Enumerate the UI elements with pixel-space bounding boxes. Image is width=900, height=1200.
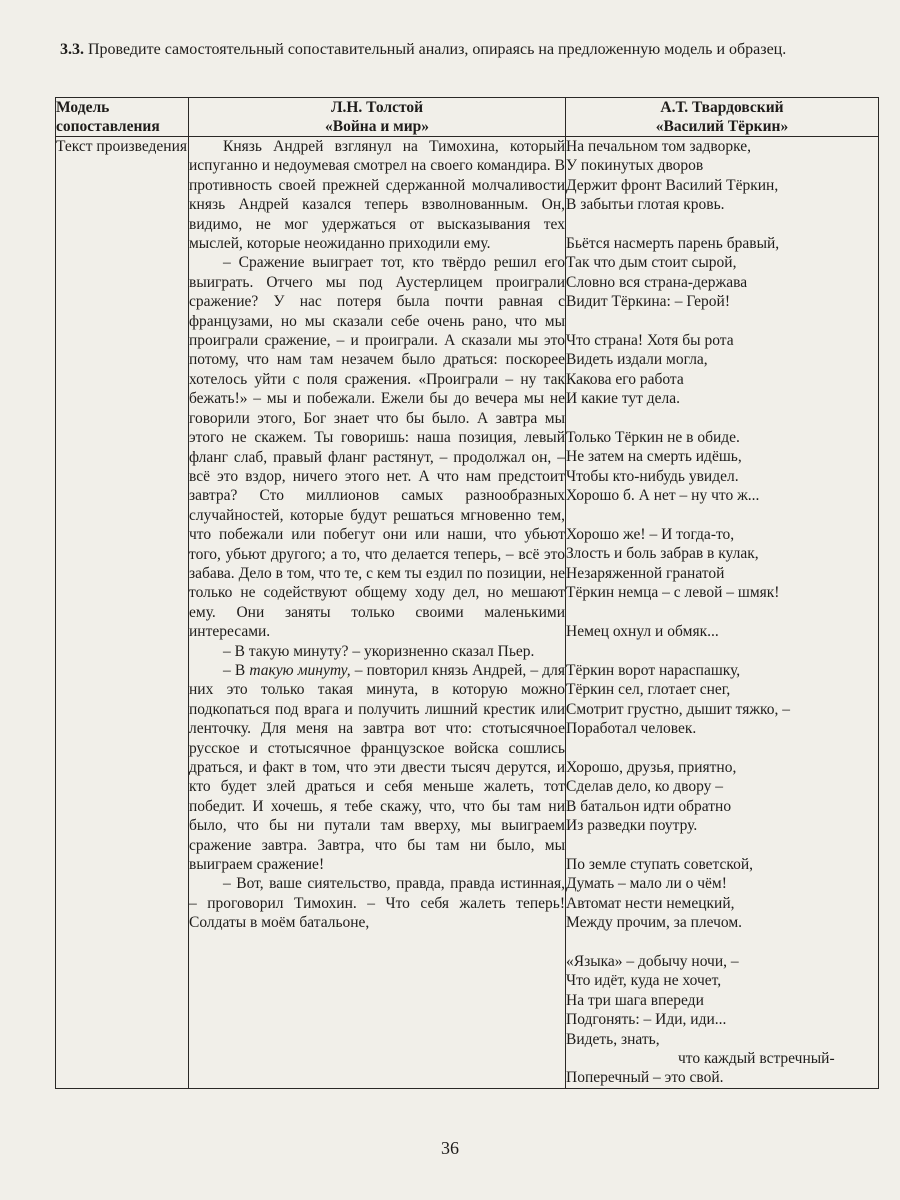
verse-line: Смотрит грустно, дышит тяжко, – bbox=[566, 700, 791, 718]
stanza bbox=[566, 234, 878, 312]
verse-line: Сделав дело, ко двору – bbox=[566, 778, 724, 796]
tvardovsky-title: «Василий Тёркин» bbox=[655, 118, 789, 135]
verse-line: Не затем на смерть идёшь, bbox=[566, 448, 742, 466]
verse-line: Думать – мало ли о чём! bbox=[566, 875, 727, 893]
verse-line: Тёркин ворот нараспашку, bbox=[566, 661, 741, 679]
tolstoy-paragraph: Князь Андрей взглянул на Тимохина, который испуганно и недоумевая смотрел на своего командира. В противность своей прежней сдержанной молчаливости князь Андрей казался теперь взволнованным. Он, видимо, не мог удержаться от высказывания тех мыслей, которые неожиданно приходили ему. bbox=[189, 138, 565, 253]
verse-line: Бьётся насмерть парень бравый, bbox=[566, 235, 780, 253]
verse-line: Что страна! Хотя бы рота bbox=[566, 332, 734, 350]
stanza bbox=[566, 622, 878, 641]
row-label: Текст произведения bbox=[56, 137, 189, 1089]
verse-line: Видит Тёркина: – Герой! bbox=[566, 293, 730, 311]
verse-line: Немец охнул и обмяк... bbox=[566, 623, 719, 641]
task-number: 3.3. bbox=[60, 41, 84, 58]
table-row bbox=[56, 137, 879, 1089]
tolstoy-paragraph: – Вот, ваше сиятельство, правда, правда истинная, – проговорил Тимохин. – Что себя жалеть теперь! Солдаты в моём батальоне, bbox=[189, 875, 565, 932]
verse-line: что каждый встречный- bbox=[678, 1049, 835, 1067]
verse-line: Автомат нести немецкий, bbox=[566, 894, 735, 912]
verse-line: «Языка» – добычу ночи, – bbox=[566, 952, 739, 970]
verse-line: В забытьи глотая кровь. bbox=[566, 196, 725, 214]
verse-line: Незаряженной гранатой bbox=[566, 564, 725, 582]
verse-line: Между прочим, за плечом. bbox=[566, 914, 743, 932]
header-model: Модель сопоставления bbox=[56, 98, 189, 137]
verse-line: В батальон идти обратно bbox=[566, 797, 732, 815]
verse-line: Подгонять: – Иди, иди... bbox=[566, 1011, 727, 1029]
stanza bbox=[566, 137, 878, 215]
verse-line: На печальном том задворке, bbox=[566, 138, 751, 155]
verse-line: Из разведки поутру. bbox=[566, 817, 698, 835]
verse-line: Только Тёркин не в обиде. bbox=[566, 429, 740, 447]
verse-line: У покинутых дворов bbox=[566, 157, 704, 175]
tolstoy-paragraph bbox=[189, 661, 565, 874]
verse-line: Злость и боль забрав в кулак, bbox=[566, 545, 759, 563]
tolstoy-p4-after: – повторил князь Андрей, – для них это только такая минута, в которую можно подкопаться под врага и получить лишний крестик или ленточку. Для меня на завтра вот что: стотысячное русское и стотысячное французское войска сошлись драться, и факт в том, что эти двести тысяч дерутся, и кто будет злей драться и себя меньше жалеть, тот победит. И хочешь, я тебе скажу, что, что бы там ни было, что бы ни путали там вверху, мы выиграем сражение завтра. Завтра, что бы там ни было, мы выиграем сражение! bbox=[189, 661, 565, 874]
verse-line: Видеть, знать, bbox=[566, 1030, 660, 1048]
stanza bbox=[566, 952, 878, 1030]
verse-line: Тёркин немца – с левой – шмяк! bbox=[566, 584, 780, 602]
header-tolstoy bbox=[189, 98, 566, 137]
verse-line: Поработал человек. bbox=[566, 720, 697, 738]
verse-line: По земле ступать советской, bbox=[566, 855, 754, 873]
tolstoy-text bbox=[189, 137, 566, 1089]
verse-line: Хорошо б. А нет – ну что ж... bbox=[566, 487, 760, 505]
table-header-row bbox=[56, 98, 879, 137]
tolstoy-paragraph: – В такую минуту? – укоризненно сказал Пьер. bbox=[223, 642, 535, 660]
tvardovsky-text bbox=[566, 137, 879, 1089]
verse-line: Какова его работа bbox=[566, 370, 684, 388]
task-instruction bbox=[60, 40, 880, 60]
stanza bbox=[566, 525, 878, 603]
verse-line: Видеть издали могла, bbox=[566, 351, 708, 369]
verse-line: И какие тут дела. bbox=[566, 390, 681, 408]
verse-line: Так что дым стоит сырой, bbox=[566, 254, 737, 272]
stanza bbox=[566, 428, 878, 506]
verse-line: Что идёт, куда не хочет, bbox=[566, 972, 722, 990]
header-tvardovsky bbox=[566, 98, 879, 137]
verse-line: Словно вся страна-держава bbox=[566, 273, 748, 291]
stanza bbox=[566, 661, 878, 739]
tolstoy-p4-italic: такую минуту, bbox=[249, 661, 351, 679]
comparison-table bbox=[55, 97, 879, 1089]
tolstoy-title: «Война и мир» bbox=[325, 118, 429, 135]
tolstoy-p4-before: – В bbox=[223, 661, 250, 679]
task-text: Проведите самостоятельный сопоставительный анализ, опираясь на предложенную модель и образец. bbox=[88, 41, 787, 58]
verse-line: Тёркин сел, глотает снег, bbox=[566, 681, 731, 699]
verse-line: На три шага впереди bbox=[566, 991, 704, 1009]
stanza bbox=[566, 758, 878, 836]
tolstoy-paragraph: – Сражение выиграет тот, кто твёрдо решил его выиграть. Отчего мы под Аустерлицем проиграли сражение? У нас потеря была почти равная с французами, но мы сказали себе очень рано, что мы проиграли сражение, – и проиграли. А сказали мы это потому, что нам там незачем было драться: поскорее хотелось уйти с поля сражения. «Проиграли – ну так бежать!» – мы и побежали. Ежели бы до вечера мы не говорили этого, Бог знает что бы было. А завтра мы этого не скажем. Ты говоришь: наша позиция, левый фланг слаб, правый фланг растянут, – продолжал он, – всё это вздор, ничего этого нет. А что нам предстоит завтра? Сто миллионов самых разнообразных случайностей, которые будут решаться мгновенно тем, что побежали или побегут они или наши, что убьют того, убьют другого; а то, что делается теперь, – всё это забава. Дело в том, что те, с кем ты ездил по позиции, не только не содействуют общему ходу дел, но мешают ему. Они заняты только своими маленькими интересами. bbox=[189, 254, 565, 641]
verse-line: Поперечный – это свой. bbox=[566, 1069, 724, 1087]
verse-line: Чтобы кто-нибудь увидел. bbox=[566, 467, 739, 485]
verse-line: Хорошо же! – И тогда-то, bbox=[566, 526, 735, 544]
verse-line: Хорошо, друзья, приятно, bbox=[566, 758, 737, 776]
page-number: 36 bbox=[441, 1138, 459, 1158]
stanza bbox=[566, 331, 878, 409]
verse-line: Держит фронт Василий Тёркин, bbox=[566, 176, 779, 194]
stanza bbox=[566, 1030, 878, 1088]
tolstoy-author: Л.Н. Толстой bbox=[330, 99, 424, 116]
tvardovsky-author: А.Т. Твардовский bbox=[660, 99, 784, 116]
stanza bbox=[566, 855, 878, 933]
